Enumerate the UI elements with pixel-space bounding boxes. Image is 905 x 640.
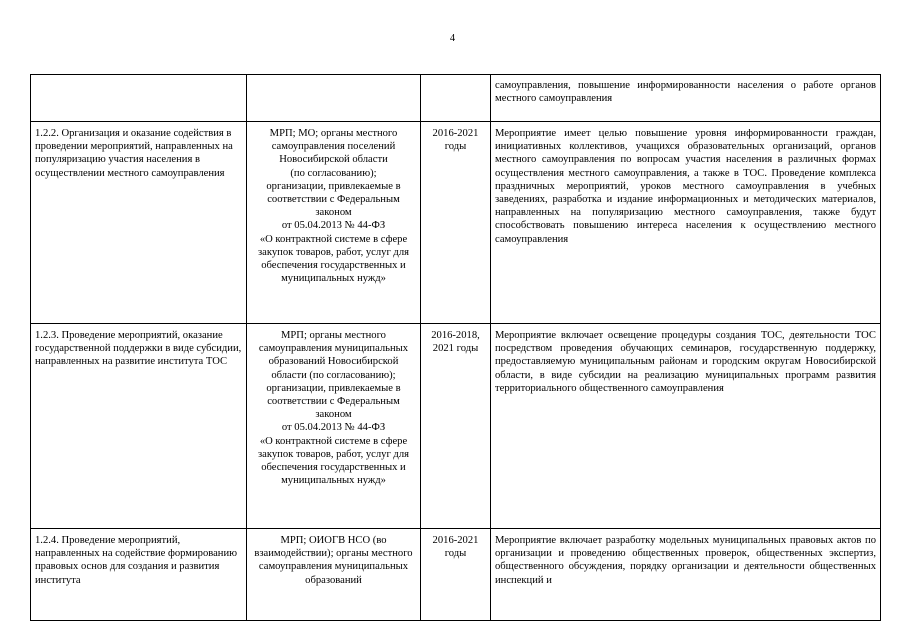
table-row <box>31 122 881 324</box>
description-cell: самоуправления, повышение информированности населения о работе органов местного самоуправления <box>491 75 881 122</box>
executors-cell <box>247 75 421 122</box>
description-cell: Мероприятие включает освещение процедуры создания ТОС, деятельности ТОС посредством проведения обучающих семинаров, государственную поддержку, предоставляемую муниципальным районам и городским округам Новосибирской области, в виде субсидии на реализацию муниципальных программ развития территориального общественного самоуправления <box>491 324 881 529</box>
page-number: 4 <box>449 33 456 44</box>
term-cell <box>421 75 491 122</box>
executors-cell: МРП; МО; органы местного самоуправления поселений Новосибирской области (по согласованию); организации, привлекаемые в соответствии с Федеральным законом от 05.04.2013 № 44-ФЗ «О контрактной системе в сфере закупок товаров, работ, услуг для обеспечения государственных и муниципальных нужд» <box>247 122 421 324</box>
executors-cell: МРП; ОИОГВ НСО (во взаимодействии); органы местного самоуправления муниципальных образований <box>247 529 421 621</box>
term-cell: 2016-2018, 2021 годы <box>421 324 491 529</box>
table-row <box>31 324 881 529</box>
table-row <box>31 529 881 621</box>
executors-cell: МРП; органы местного самоуправления муниципальных образований Новосибирской области (по согласованию); организации, привлекаемые в соответствии с Федеральным законом от 05.04.2013 № 44-ФЗ «О контрактной системе в сфере закупок товаров, работ, услуг для обеспечения государственных и муниципальных нужд» <box>247 324 421 529</box>
description-cell: Мероприятие имеет целью повышение уровня информированности граждан, инициативных коллективов, учащихся образовательных организаций, органов местного самоуправления по вопросам участия населения в различных формах осуществления местного самоуправления, а также в ТОС. Проведение комплекса праздничных мероприятий, уроков местного самоуправления в учебных заведениях, разработка и издание информационных и методических материалов, направленных на популяризацию местного самоуправления, также будут способствовать повышению интереса населения к осуществлению местного самоуправления <box>491 122 881 324</box>
measures-table <box>30 74 881 621</box>
measure-name-cell: 1.2.4. Проведение мероприятий, направленных на содействие формированию правовых основ для создания и развития института <box>31 529 247 621</box>
term-cell: 2016-2021 годы <box>421 529 491 621</box>
table-row <box>31 75 881 122</box>
measure-name-cell: 1.2.2. Организация и оказание содействия в проведении мероприятий, направленных на популяризацию участия населения в осуществлении местного самоуправления <box>31 122 247 324</box>
term-cell: 2016-2021 годы <box>421 122 491 324</box>
measure-name-cell: 1.2.3. Проведение мероприятий, оказание государственной поддержки в виде субсидии, направленных на развитие института ТОС <box>31 324 247 529</box>
description-cell: Мероприятие включает разработку модельных муниципальных правовых актов по организации и проведению общественных проверок, общественных экспертиз, общественного обсуждения, порядку организации и деятельности общественных инспекций и <box>491 529 881 621</box>
measure-name-cell <box>31 75 247 122</box>
